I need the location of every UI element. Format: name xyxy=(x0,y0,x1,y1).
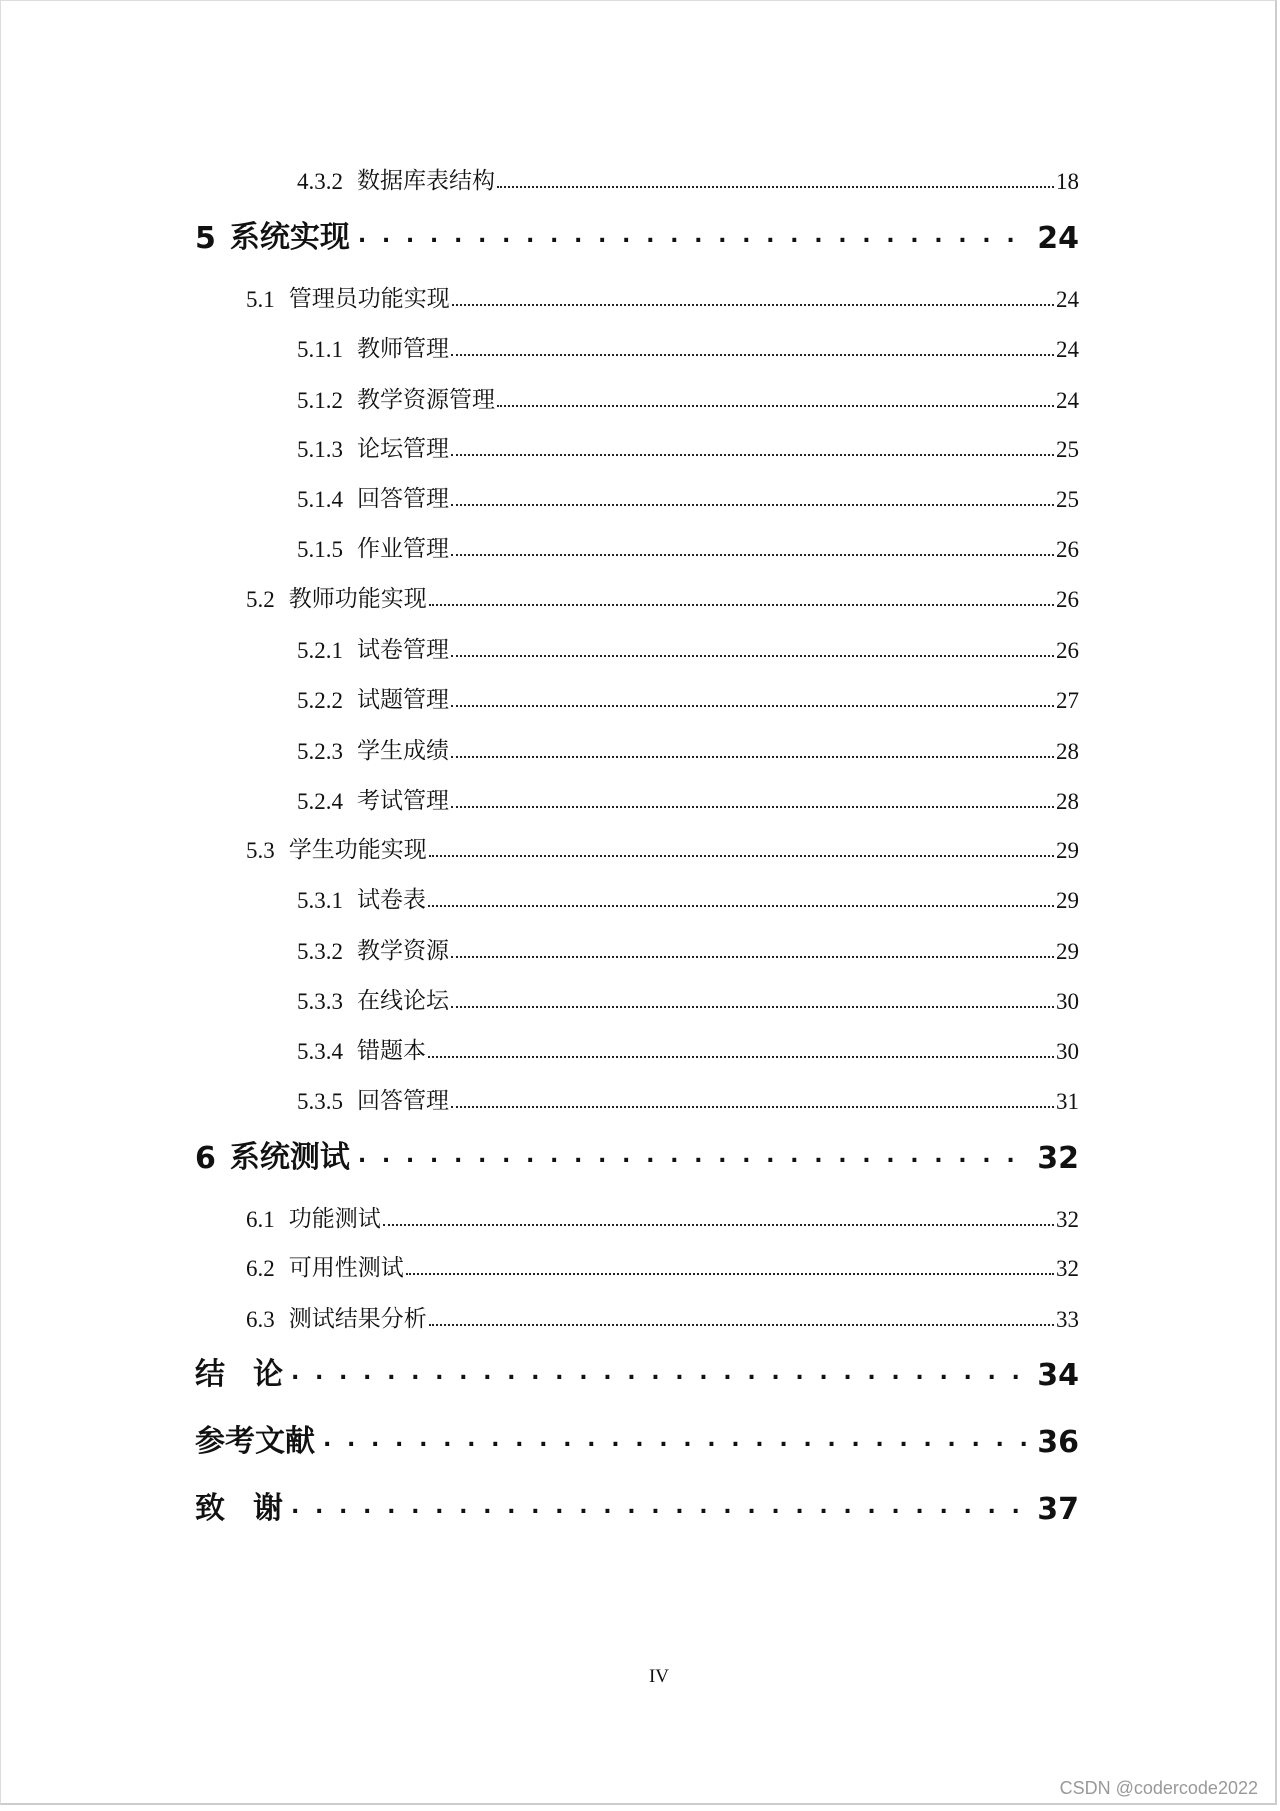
toc-entry-title: 教师管理 xyxy=(357,336,449,361)
dot-leader xyxy=(429,604,1054,606)
toc-entry-page: 37 xyxy=(1037,1492,1079,1527)
toc-entry[interactable] xyxy=(246,1199,1079,1233)
toc-entry-number: 5.3 xyxy=(246,838,275,863)
dot-leader xyxy=(429,1324,1054,1326)
toc-entry-title: 结论 xyxy=(195,1357,311,1392)
toc-entry-title: 系统实现 xyxy=(229,220,350,255)
toc-entry-number: 5.3.5 xyxy=(297,1089,343,1114)
toc-entry-page: 28 xyxy=(1056,739,1079,764)
toc-entry-page: 32 xyxy=(1056,1207,1079,1232)
toc-entry-number: 5.2.2 xyxy=(297,688,343,713)
toc-entry-number: 5.2.3 xyxy=(297,739,343,764)
toc-entry-page: 24 xyxy=(1056,388,1079,413)
toc-entry[interactable] xyxy=(195,216,1079,256)
toc-entry-number: 5.3.1 xyxy=(297,888,343,913)
page-number: IV xyxy=(648,1666,670,1687)
toc-entry-number: 5.1.2 xyxy=(297,388,343,413)
toc-entry-number: 5.1.5 xyxy=(297,537,343,562)
dot-leader xyxy=(428,905,1054,907)
toc-entry-title: 试卷表 xyxy=(357,887,426,912)
dot-leader xyxy=(428,1056,1054,1058)
toc-entry-number: 6.3 xyxy=(246,1307,275,1332)
toc-entry-title: 测试结果分析 xyxy=(288,1306,427,1331)
toc-entry[interactable] xyxy=(297,380,1079,414)
toc-entry-title: 在线论坛 xyxy=(357,988,449,1013)
toc-entry-number: 5.2.1 xyxy=(297,638,343,663)
dot-leader xyxy=(451,504,1054,506)
toc-entry-page: 18 xyxy=(1056,169,1079,194)
toc-entry-number: 6 xyxy=(195,1141,216,1176)
toc-entry-number: 5.2.4 xyxy=(297,789,343,814)
toc-entry-page: 29 xyxy=(1056,939,1079,964)
toc-entry-page: 30 xyxy=(1056,1039,1079,1064)
toc-entry-number: 5.1.3 xyxy=(297,437,343,462)
toc-entry-page: 33 xyxy=(1056,1307,1079,1332)
dot-leader xyxy=(451,1006,1054,1008)
toc-entry-number: 5.3.3 xyxy=(297,989,343,1014)
toc-entry-title: 管理员功能实现 xyxy=(288,286,450,311)
dot-leader xyxy=(497,405,1054,407)
toc-entry[interactable] xyxy=(297,429,1079,463)
toc-entry-title: 试卷管理 xyxy=(357,637,449,662)
toc-entry-page: 26 xyxy=(1056,537,1079,562)
dot-leader xyxy=(451,354,1054,356)
dot-leader xyxy=(451,655,1054,657)
toc-entry-title: 教学资源 xyxy=(357,938,449,963)
toc-entry[interactable] xyxy=(297,630,1079,664)
toc-entry-page: 24 xyxy=(1056,287,1079,312)
toc-entry[interactable] xyxy=(297,731,1079,765)
dot-leader xyxy=(323,1427,1031,1452)
toc-entry-page: 25 xyxy=(1056,437,1079,462)
toc-entry-number: 5 xyxy=(195,221,216,256)
toc-entry-page: 26 xyxy=(1056,638,1079,663)
toc-entry-page: 34 xyxy=(1037,1358,1079,1393)
toc-entry-page: 27 xyxy=(1056,688,1079,713)
toc-entry-title: 教学资源管理 xyxy=(357,387,495,412)
toc-entry-page: 32 xyxy=(1056,1256,1079,1281)
dot-leader xyxy=(451,756,1054,758)
toc-entry[interactable] xyxy=(195,1487,1079,1527)
toc-entry-title: 回答管理 xyxy=(357,1088,449,1113)
toc-entry-page: 25 xyxy=(1056,487,1079,512)
toc-entry-page: 29 xyxy=(1056,888,1079,913)
toc-entry-title: 试题管理 xyxy=(357,687,449,712)
toc-entry-title: 考试管理 xyxy=(357,788,449,813)
toc-entry[interactable] xyxy=(195,1136,1079,1176)
toc-entry-number: 5.3.2 xyxy=(297,939,343,964)
toc-entry[interactable] xyxy=(246,579,1079,613)
dot-leader xyxy=(429,855,1054,857)
dot-leader xyxy=(291,1494,1031,1519)
toc-entry-title: 回答管理 xyxy=(357,486,449,511)
dot-leader xyxy=(452,304,1054,306)
toc-entry-number: 5.3.4 xyxy=(297,1039,343,1064)
toc-entry[interactable] xyxy=(195,1420,1079,1460)
toc-entry[interactable] xyxy=(297,931,1079,965)
dot-leader xyxy=(451,705,1054,707)
toc-entry-page: 28 xyxy=(1056,789,1079,814)
dot-leader xyxy=(451,454,1054,456)
dot-leader xyxy=(451,956,1054,958)
toc-entry-title: 可用性测试 xyxy=(288,1255,404,1280)
toc-entry-page: 32 xyxy=(1037,1141,1079,1176)
dot-leader xyxy=(291,1360,1031,1385)
toc-entry-page: 29 xyxy=(1056,838,1079,863)
toc-entry-page: 31 xyxy=(1056,1089,1079,1114)
toc-entry-title: 参考文献 xyxy=(195,1424,315,1459)
toc-entry-title: 系统测试 xyxy=(229,1140,350,1175)
watermark: CSDN @codercode2022 xyxy=(1059,1778,1258,1798)
toc-entry-title: 致谢 xyxy=(195,1491,311,1526)
toc-entry[interactable] xyxy=(297,880,1079,914)
toc-entry[interactable] xyxy=(246,1248,1079,1282)
toc-entry[interactable] xyxy=(297,1031,1079,1065)
toc-entry[interactable] xyxy=(246,830,1079,864)
toc-entry[interactable] xyxy=(297,329,1079,363)
dot-leader xyxy=(358,223,1031,248)
dot-leader xyxy=(406,1273,1054,1275)
toc-entry-title: 错题本 xyxy=(357,1038,426,1063)
toc-entry[interactable] xyxy=(297,981,1079,1015)
toc-entry-title: 作业管理 xyxy=(357,536,449,561)
toc-entry[interactable] xyxy=(246,279,1079,313)
toc-entry-number: 6.1 xyxy=(246,1207,275,1232)
dot-leader xyxy=(497,186,1054,188)
dot-leader xyxy=(383,1224,1054,1226)
toc-entry[interactable] xyxy=(297,680,1079,714)
toc-entry-number: 5.1 xyxy=(246,287,275,312)
toc-entry-title: 论坛管理 xyxy=(357,436,449,461)
toc-entry[interactable] xyxy=(297,781,1079,815)
toc-entry-number: 5.1.4 xyxy=(297,487,343,512)
toc-entry[interactable] xyxy=(297,1081,1079,1115)
toc-entry[interactable] xyxy=(297,161,1079,195)
toc-entry-number: 5.2 xyxy=(246,587,275,612)
toc-entry[interactable] xyxy=(297,479,1079,513)
toc-entry-page: 24 xyxy=(1037,221,1079,256)
toc-entry-page: 24 xyxy=(1056,337,1079,362)
toc-entry-title: 功能测试 xyxy=(288,1206,381,1231)
toc-entry[interactable] xyxy=(195,1353,1079,1393)
toc-entry-title: 教师功能实现 xyxy=(288,586,427,611)
toc-entry-page: 30 xyxy=(1056,989,1079,1014)
dot-leader xyxy=(358,1143,1031,1168)
toc-entry-title: 数据库表结构 xyxy=(357,168,495,193)
toc-entry-page: 26 xyxy=(1056,587,1079,612)
dot-leader xyxy=(451,806,1054,808)
toc-entry-page: 36 xyxy=(1037,1425,1079,1460)
dot-leader xyxy=(451,554,1054,556)
toc-entry-title: 学生成绩 xyxy=(357,738,449,763)
toc-entry-number: 5.1.1 xyxy=(297,337,343,362)
toc-entry[interactable] xyxy=(297,529,1079,563)
toc-entry-number: 4.3.2 xyxy=(297,169,343,194)
toc-entry[interactable] xyxy=(246,1299,1079,1333)
toc-entry-number: 6.2 xyxy=(246,1256,275,1281)
dot-leader xyxy=(451,1106,1054,1108)
toc-entry-title: 学生功能实现 xyxy=(288,837,427,862)
